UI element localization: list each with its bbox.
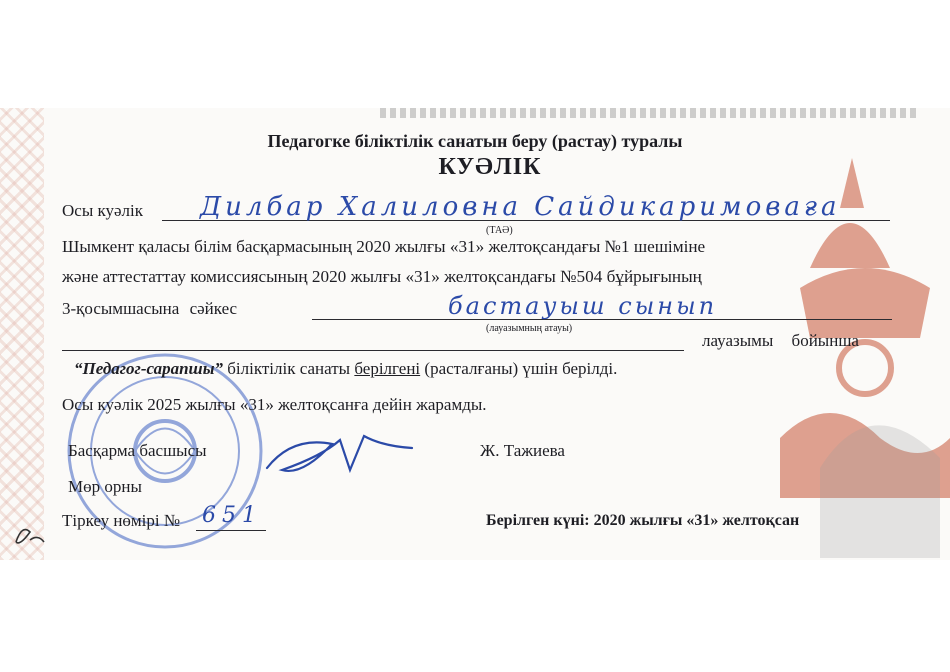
reg-underline	[196, 530, 266, 531]
granted-word: берілгені	[354, 359, 421, 378]
certificate-card	[0, 108, 950, 560]
head-name: Ж. Тажиева	[480, 441, 565, 460]
certificate-title: КУӘЛІК	[438, 154, 542, 180]
validity-text: Осы куәлік 2025 жылғы «31» желтоқсанға дейін жарамды.	[62, 395, 487, 414]
line2-text: Шымкент қаласы білім басқармасының 2020 жылғы «31» желтоқсандағы №1 шешіміне	[62, 237, 706, 256]
line4-prefix: 3-қосымшасына сәйкес	[62, 299, 238, 318]
position-handwritten: бастауыш сынып	[448, 292, 718, 320]
seal-label: Мөр орны	[68, 477, 142, 496]
reg-label: Тіркеу нөмірі №	[62, 511, 181, 530]
position-continuation-underline	[62, 350, 684, 351]
initials-mark-icon	[12, 522, 48, 550]
category-name: “Педагог-сарапшы”	[74, 359, 224, 378]
line1-prefix: Осы куәлік	[62, 201, 144, 220]
recipient-caption: (ТАӘ)	[486, 225, 513, 236]
reg-number-handwritten: 651	[202, 503, 262, 528]
head-label: Басқарма басшысы	[68, 441, 207, 460]
top-decorative-strip	[380, 108, 920, 118]
line3-text: және аттестаттау комиссиясының 2020 жылғы «31» желтоқсандағы №504 бұйрығының	[62, 267, 702, 286]
certificate-subtitle: Педагогке біліктілік санатын беру (растау) туралы	[267, 131, 683, 151]
line6	[74, 358, 617, 380]
signature-icon	[262, 426, 422, 478]
line5-suffix: лауазымы бойынша	[702, 331, 859, 350]
line6-text-a: біліктілік санаты	[227, 359, 351, 378]
issue-date: Берілген күні: 2020 жылғы «31» желтоқсан	[486, 512, 800, 529]
position-caption: (лауазымның атауы)	[486, 323, 573, 334]
recipient-name-handwritten: Дилбар Халиловна Сайдикаримоваға	[200, 192, 841, 222]
line6-text-b: (расталғаны) үшін берілді.	[424, 359, 618, 378]
